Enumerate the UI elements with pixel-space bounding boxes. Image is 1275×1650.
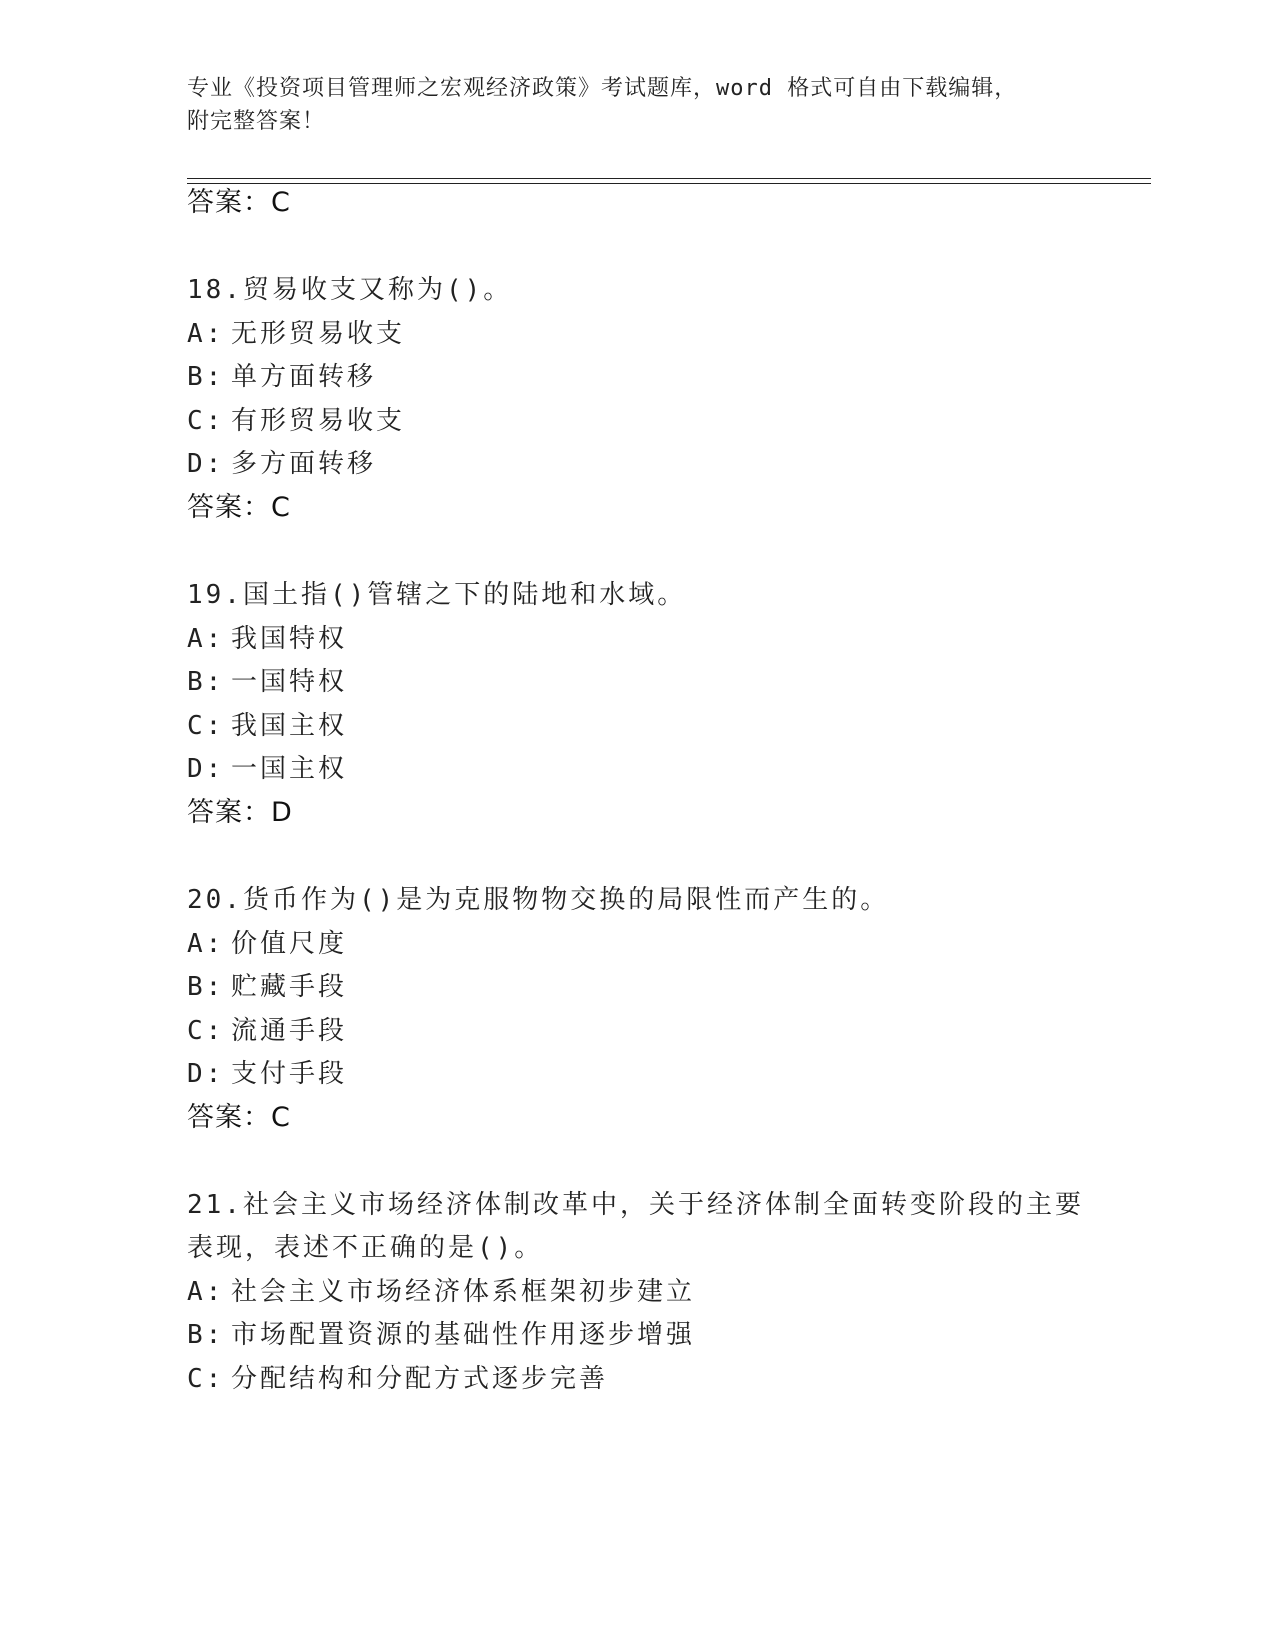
option-text: 有形贸易收支 xyxy=(231,406,406,436)
option-a xyxy=(187,622,347,656)
header-divider-top xyxy=(187,178,1151,179)
option-c xyxy=(187,1014,347,1048)
question-stem: 18.贸易收支又称为()。 xyxy=(187,275,513,305)
option-a xyxy=(187,317,405,351)
option-text: 流通手段 xyxy=(231,1016,348,1046)
option-letter: A: xyxy=(187,929,225,959)
option-text: 支付手段 xyxy=(231,1059,348,1089)
question-stem: 21.社会主义市场经济体制改革中，关于经济体制全面转变阶段的主要 xyxy=(187,1190,1084,1220)
question-stem-continued: 表现，表述不正确的是()。 xyxy=(187,1233,544,1263)
option-text: 一国特权 xyxy=(231,667,348,697)
option-letter: D: xyxy=(187,449,225,479)
option-a xyxy=(187,927,347,961)
option-letter: A: xyxy=(187,319,225,349)
option-a xyxy=(187,1275,695,1309)
option-b xyxy=(187,1318,695,1352)
option-c xyxy=(187,404,405,438)
question-stem: 19.国土指()管辖之下的陆地和水域。 xyxy=(187,580,687,610)
option-d xyxy=(187,752,347,786)
option-letter: C: xyxy=(187,711,225,741)
option-d xyxy=(187,447,376,481)
option-text: 一国主权 xyxy=(231,754,348,784)
option-text: 贮藏手段 xyxy=(231,972,348,1002)
option-c xyxy=(187,1362,608,1396)
option-b xyxy=(187,360,376,394)
option-letter: D: xyxy=(187,754,225,784)
option-letter: A: xyxy=(187,624,225,654)
option-b xyxy=(187,665,347,699)
answer-line: 答案：D xyxy=(187,797,293,828)
header-divider-bottom xyxy=(187,183,1151,184)
option-text: 社会主义市场经济体系框架初步建立 xyxy=(231,1277,696,1307)
option-letter: C: xyxy=(187,1364,225,1394)
answer-line: 答案：C xyxy=(187,492,291,523)
header-line-1: 专业《投资项目管理师之宏观经济政策》考试题库，word 格式可自由下载编辑， xyxy=(187,76,1018,101)
option-text: 无形贸易收支 xyxy=(231,319,406,349)
answer-line: 答案：C xyxy=(187,187,291,218)
option-letter: A: xyxy=(187,1277,225,1307)
option-letter: D: xyxy=(187,1059,225,1089)
option-letter: C: xyxy=(187,1016,225,1046)
header-line-2: 附完整答案！ xyxy=(187,109,326,134)
option-letter: C: xyxy=(187,406,225,436)
document-header xyxy=(187,72,1087,138)
option-text: 分配结构和分配方式逐步完善 xyxy=(231,1364,609,1394)
option-text: 价值尺度 xyxy=(231,929,348,959)
option-d xyxy=(187,1057,347,1091)
answer-line: 答案：C xyxy=(187,1102,291,1133)
option-text: 单方面转移 xyxy=(231,362,377,392)
option-text: 我国特权 xyxy=(231,624,348,654)
question-stem: 20.货币作为()是为克服物物交换的局限性而产生的。 xyxy=(187,885,890,915)
option-letter: B: xyxy=(187,362,225,392)
option-letter: B: xyxy=(187,1320,225,1350)
option-letter: B: xyxy=(187,972,225,1002)
option-letter: B: xyxy=(187,667,225,697)
option-text: 市场配置资源的基础性作用逐步增强 xyxy=(231,1320,696,1350)
option-text: 我国主权 xyxy=(231,711,348,741)
option-b xyxy=(187,970,347,1004)
option-c xyxy=(187,709,347,743)
option-text: 多方面转移 xyxy=(231,449,377,479)
